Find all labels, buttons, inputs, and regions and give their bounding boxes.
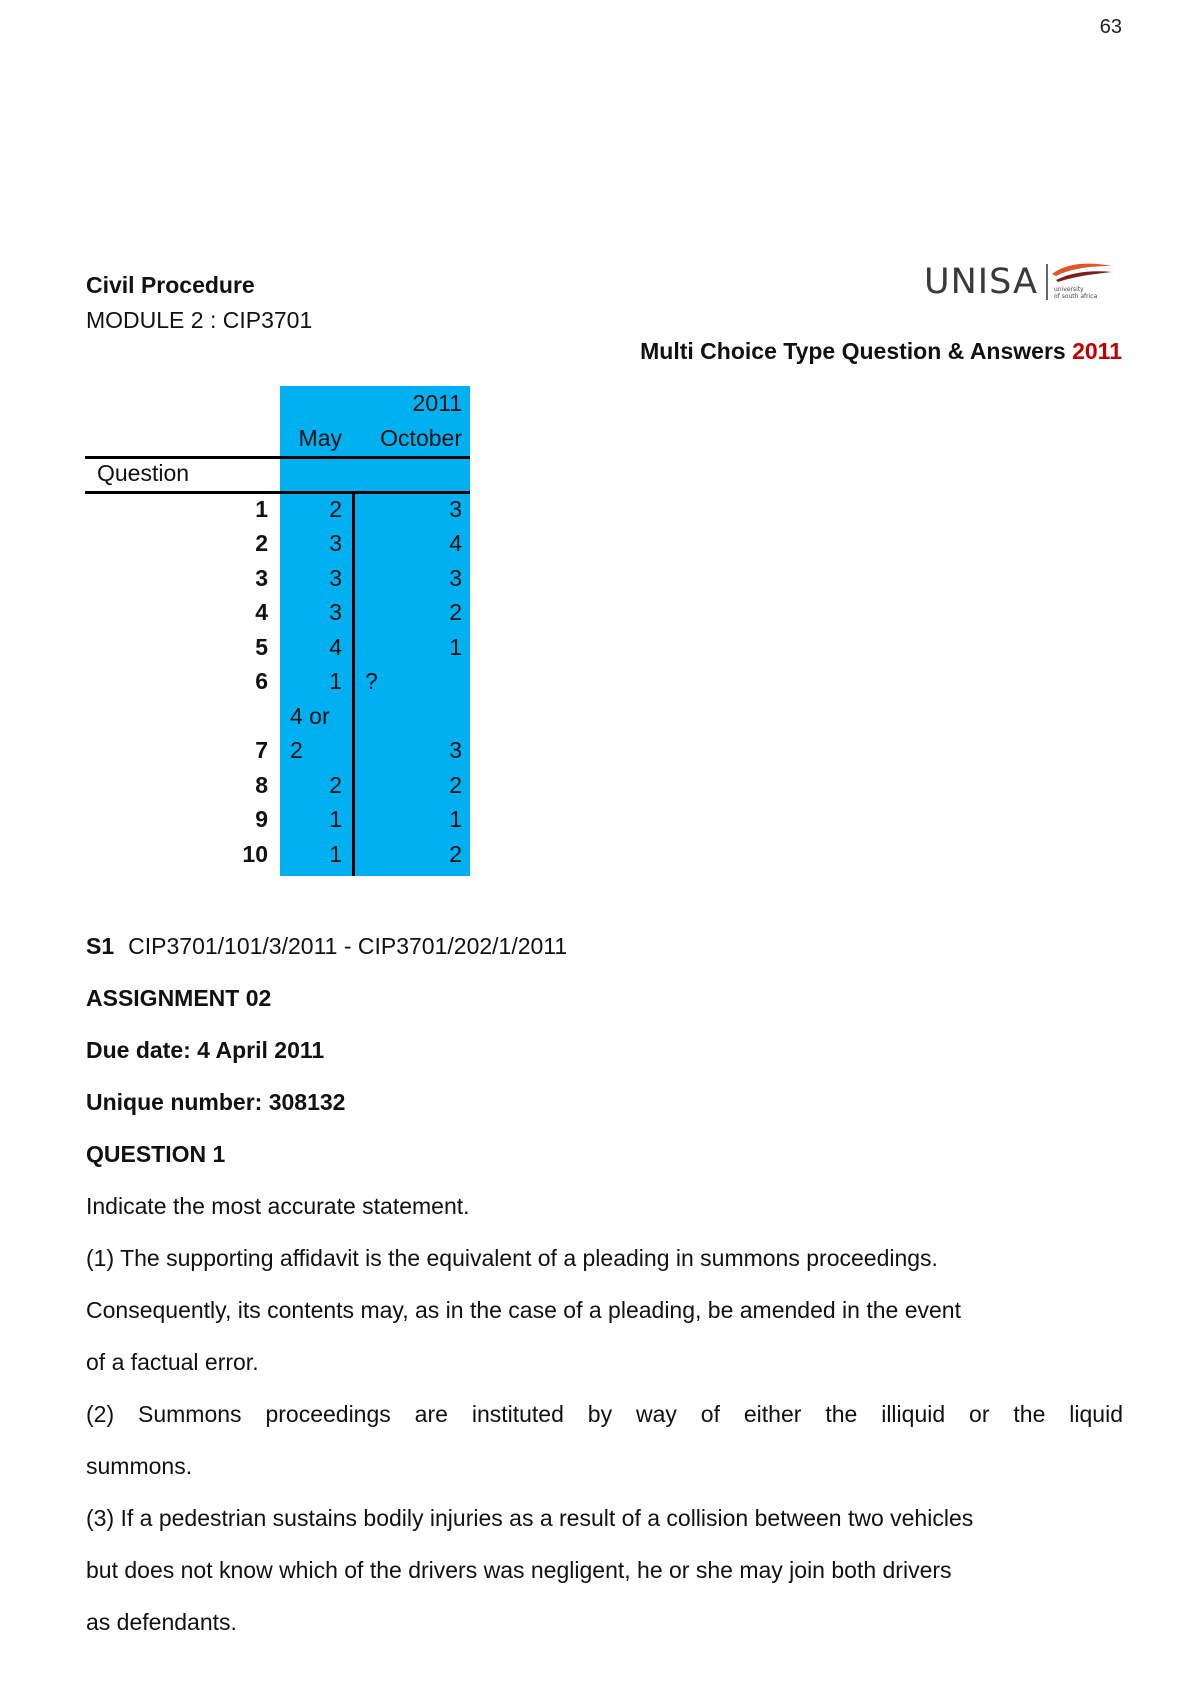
question-title: QUESTION 1 — [86, 1141, 226, 1167]
statement-line: (1) The supporting affidavit is the equivalent of a pleading in summons proceedings. — [86, 1245, 938, 1271]
october-answer: 2 — [449, 772, 462, 798]
table-year: 2011 — [412, 390, 462, 416]
course-title: Civil Procedure — [86, 272, 255, 298]
page-number: 63 — [1099, 16, 1122, 38]
logo-swoosh-icon — [1050, 260, 1114, 286]
column-header-may: May — [298, 425, 342, 451]
may-answer: 4 — [329, 634, 342, 660]
answer-table — [85, 386, 470, 876]
statement-line: of a factual error. — [86, 1349, 259, 1375]
row-header-question: Question — [97, 460, 190, 486]
column-header-october: October — [380, 425, 462, 451]
may-answer: 1 — [329, 806, 342, 832]
may-answer: 2 — [329, 772, 342, 798]
due-date: Due date: 4 April 2011 — [86, 1037, 325, 1063]
october-answer: 1 — [449, 634, 462, 660]
study-guide-reference — [86, 926, 1123, 978]
mcq-heading: Multi Choice Type Question & Answers 2011 — [640, 338, 1122, 364]
statement-line: but does not know which of the drivers was negligent, he or she may join both drivers — [86, 1557, 952, 1583]
question-number: 3 — [255, 565, 268, 591]
may-answer: 3 — [329, 565, 342, 591]
statement-line: summons. — [86, 1453, 193, 1479]
may-answer: 1 — [329, 668, 342, 694]
may-answer: 3 — [329, 599, 342, 625]
october-answer: ? — [365, 668, 378, 694]
question-number: 8 — [255, 772, 268, 798]
assignment-title: ASSIGNMENT 02 — [86, 985, 272, 1011]
module-code: MODULE 2 : CIP3701 — [86, 307, 313, 333]
question-number: 1 — [255, 496, 268, 522]
october-answer: 3 — [449, 737, 462, 763]
logo-subtitle: university of south africa — [1054, 286, 1098, 300]
question-body — [86, 926, 1123, 1654]
may-answer-line1: 4 or — [290, 703, 330, 729]
october-answer: 3 — [449, 496, 462, 522]
question-number: 4 — [255, 599, 268, 625]
question-number: 9 — [255, 806, 268, 832]
mcq-heading-year: 2011 — [1072, 338, 1122, 364]
question-number: 5 — [255, 634, 268, 660]
question-prompt: Indicate the most accurate statement. — [86, 1193, 470, 1219]
statement-line: Consequently, its contents may, as in the case of a pleading, be amended in the event — [86, 1297, 961, 1323]
unisa-logo — [920, 258, 1120, 306]
document-header — [86, 268, 312, 338]
question-number: 6 — [255, 668, 268, 694]
reference-codes: CIP3701/101/3/2011 - CIP3701/202/1/2011 — [128, 933, 568, 959]
october-answer: 2 — [449, 841, 462, 867]
statement-line: as defendants. — [86, 1609, 237, 1635]
may-answer: 3 — [329, 530, 342, 556]
may-answer: 1 — [329, 841, 342, 867]
october-answer: 2 — [449, 599, 462, 625]
statement-line: (3) If a pedestrian sustains bodily injuries as a result of a collision between two vehicles — [86, 1505, 974, 1531]
october-answer: 4 — [449, 530, 462, 556]
question-number: 2 — [255, 530, 268, 556]
october-answer: 3 — [449, 565, 462, 591]
question-number: 10 — [242, 841, 268, 867]
statement-line: (2) Summons proceedings are instituted by way of either the illiquid or the liquid — [86, 1401, 1123, 1427]
question-number: 7 — [255, 737, 268, 763]
logo-text: UNISA — [924, 262, 1038, 302]
unique-number: Unique number: 308132 — [86, 1089, 346, 1115]
may-answer: 2 — [329, 496, 342, 522]
column-divider — [352, 494, 355, 876]
october-answer: 1 — [449, 806, 462, 832]
may-answer-line2: 2 — [290, 737, 303, 763]
reference-label: S1 — [86, 933, 115, 959]
logo-divider — [1046, 264, 1048, 300]
